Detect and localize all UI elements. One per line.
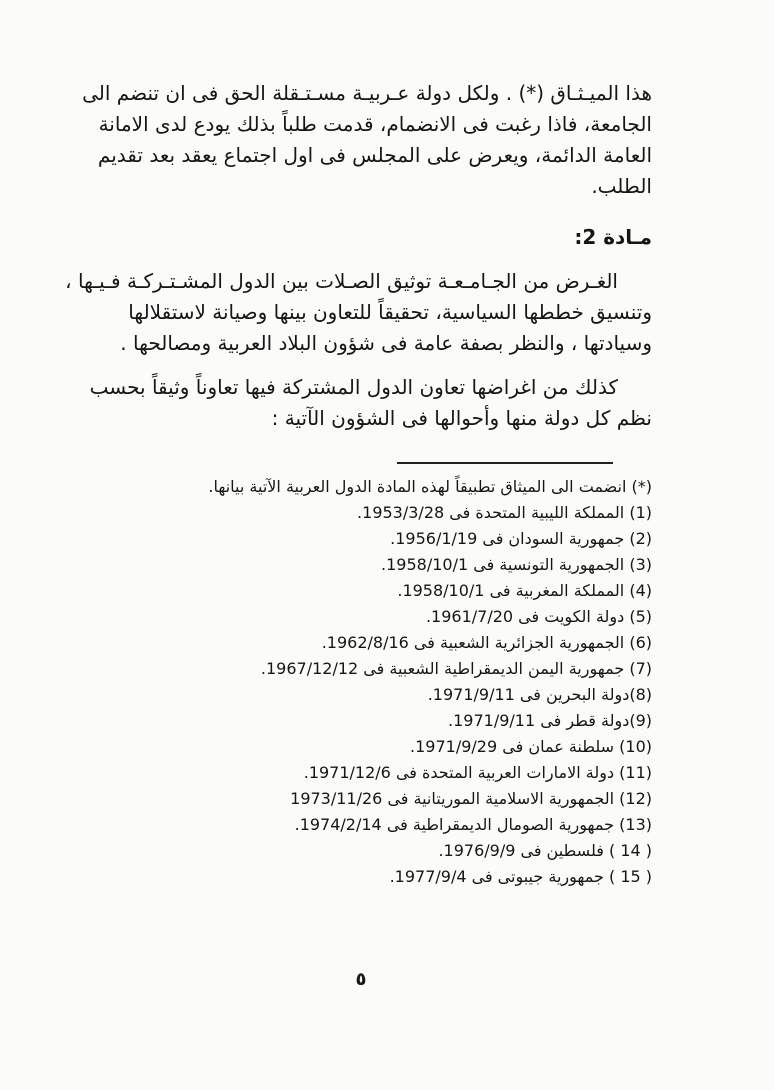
footnote-item: (11) دولة الامارات العربية المتحدة فى 1971/12/6.	[303, 763, 652, 782]
text-line: نظم كل دولة منها وأحوالها فى الشؤون الآتية :	[271, 406, 652, 430]
footnote-item: (8)دولة البحرين فى 1971/9/11.	[427, 685, 652, 704]
text-line: الجامعة، فاذا رغبت فى الانضمام، قدمت طلباً بذلك يودع لدى الامانة	[98, 112, 652, 136]
footnote-item: (13) جمهورية الصومال الديمقراطية فى 1974/2/14.	[294, 815, 652, 834]
footnote-item: (12) الجمهورية الاسلامية الموريتانية فى 1973/11/26	[290, 789, 652, 808]
footnote-item: (7) جمهورية اليمن الديمقراطية الشعبية فى 1967/12/12.	[260, 659, 652, 678]
text-line: الطلب.	[591, 174, 652, 198]
paragraph-league-purpose	[65, 266, 652, 359]
footnote-item: (2) جمهورية السودان فى 1956/1/19.	[390, 529, 652, 548]
footnote-item: ( 15 ) جمهورية جيبوتى فى 1977/9/4.	[389, 867, 652, 886]
footnote-item: (9)دولة قطر فى 1971/9/11.	[448, 711, 652, 730]
footnote-separator-rule	[397, 462, 613, 464]
text-line: وسيادتها ، والنظر بصفة عامة فى شؤون البلاد العربية ومصالحها .	[120, 331, 652, 355]
footnote-marker-line: (*) انضمت الى الميثاق تطبيقاً لهذه المادة الدول العربية الآتية بيانها.	[208, 477, 652, 496]
footnotes	[80, 474, 652, 890]
article-2-heading: مـادة 2:	[574, 225, 652, 249]
text-line: وتنسيق خططها السياسية، تحقيقاً للتعاون بينها وصيانة لاستقلالها	[128, 300, 652, 324]
page-number: ٥	[355, 969, 367, 990]
footnote-item: (1) المملكة الليبية المتحدة فى 1953/3/28.	[357, 503, 652, 522]
footnote-item: (10) سلطنة عمان فى 1971/9/29.	[410, 737, 652, 756]
text-line: العامة الدائمة، ويعرض على المجلس فى اول اجتماع يعقد بعد تقديم	[97, 143, 652, 167]
footnote-item: (6) الجمهورية الجزائرية الشعبية فى 1962/8/16.	[321, 633, 652, 652]
paragraph-charter-accession	[80, 78, 652, 202]
text-line: كذلك من اغراضها تعاون الدول المشتركة فيها تعاوناً وثيقاً بحسب	[89, 375, 618, 399]
paragraph-cooperation	[80, 372, 652, 434]
footnote-item: (3) الجمهورية التونسية فى 1958/10/1.	[381, 555, 652, 574]
footnote-item: ( 14 ) فلسطين فى 1976/9/9.	[438, 841, 652, 860]
footnote-item: (5) دولة الكويت فى 1961/7/20.	[425, 607, 652, 626]
text-line: هذا الميـثـاق (*) . ولكل دولة عـربيـة مسـتـقلة الحق فى ان تنضم الى	[82, 81, 652, 105]
footnote-item: (4) المملكة المغربية فى 1958/10/1.	[397, 581, 652, 600]
text-line: الغـرض من الجـامـعـة توثيق الصـلات بين الدول المشـتـركـة فـيـها ،	[65, 269, 618, 293]
